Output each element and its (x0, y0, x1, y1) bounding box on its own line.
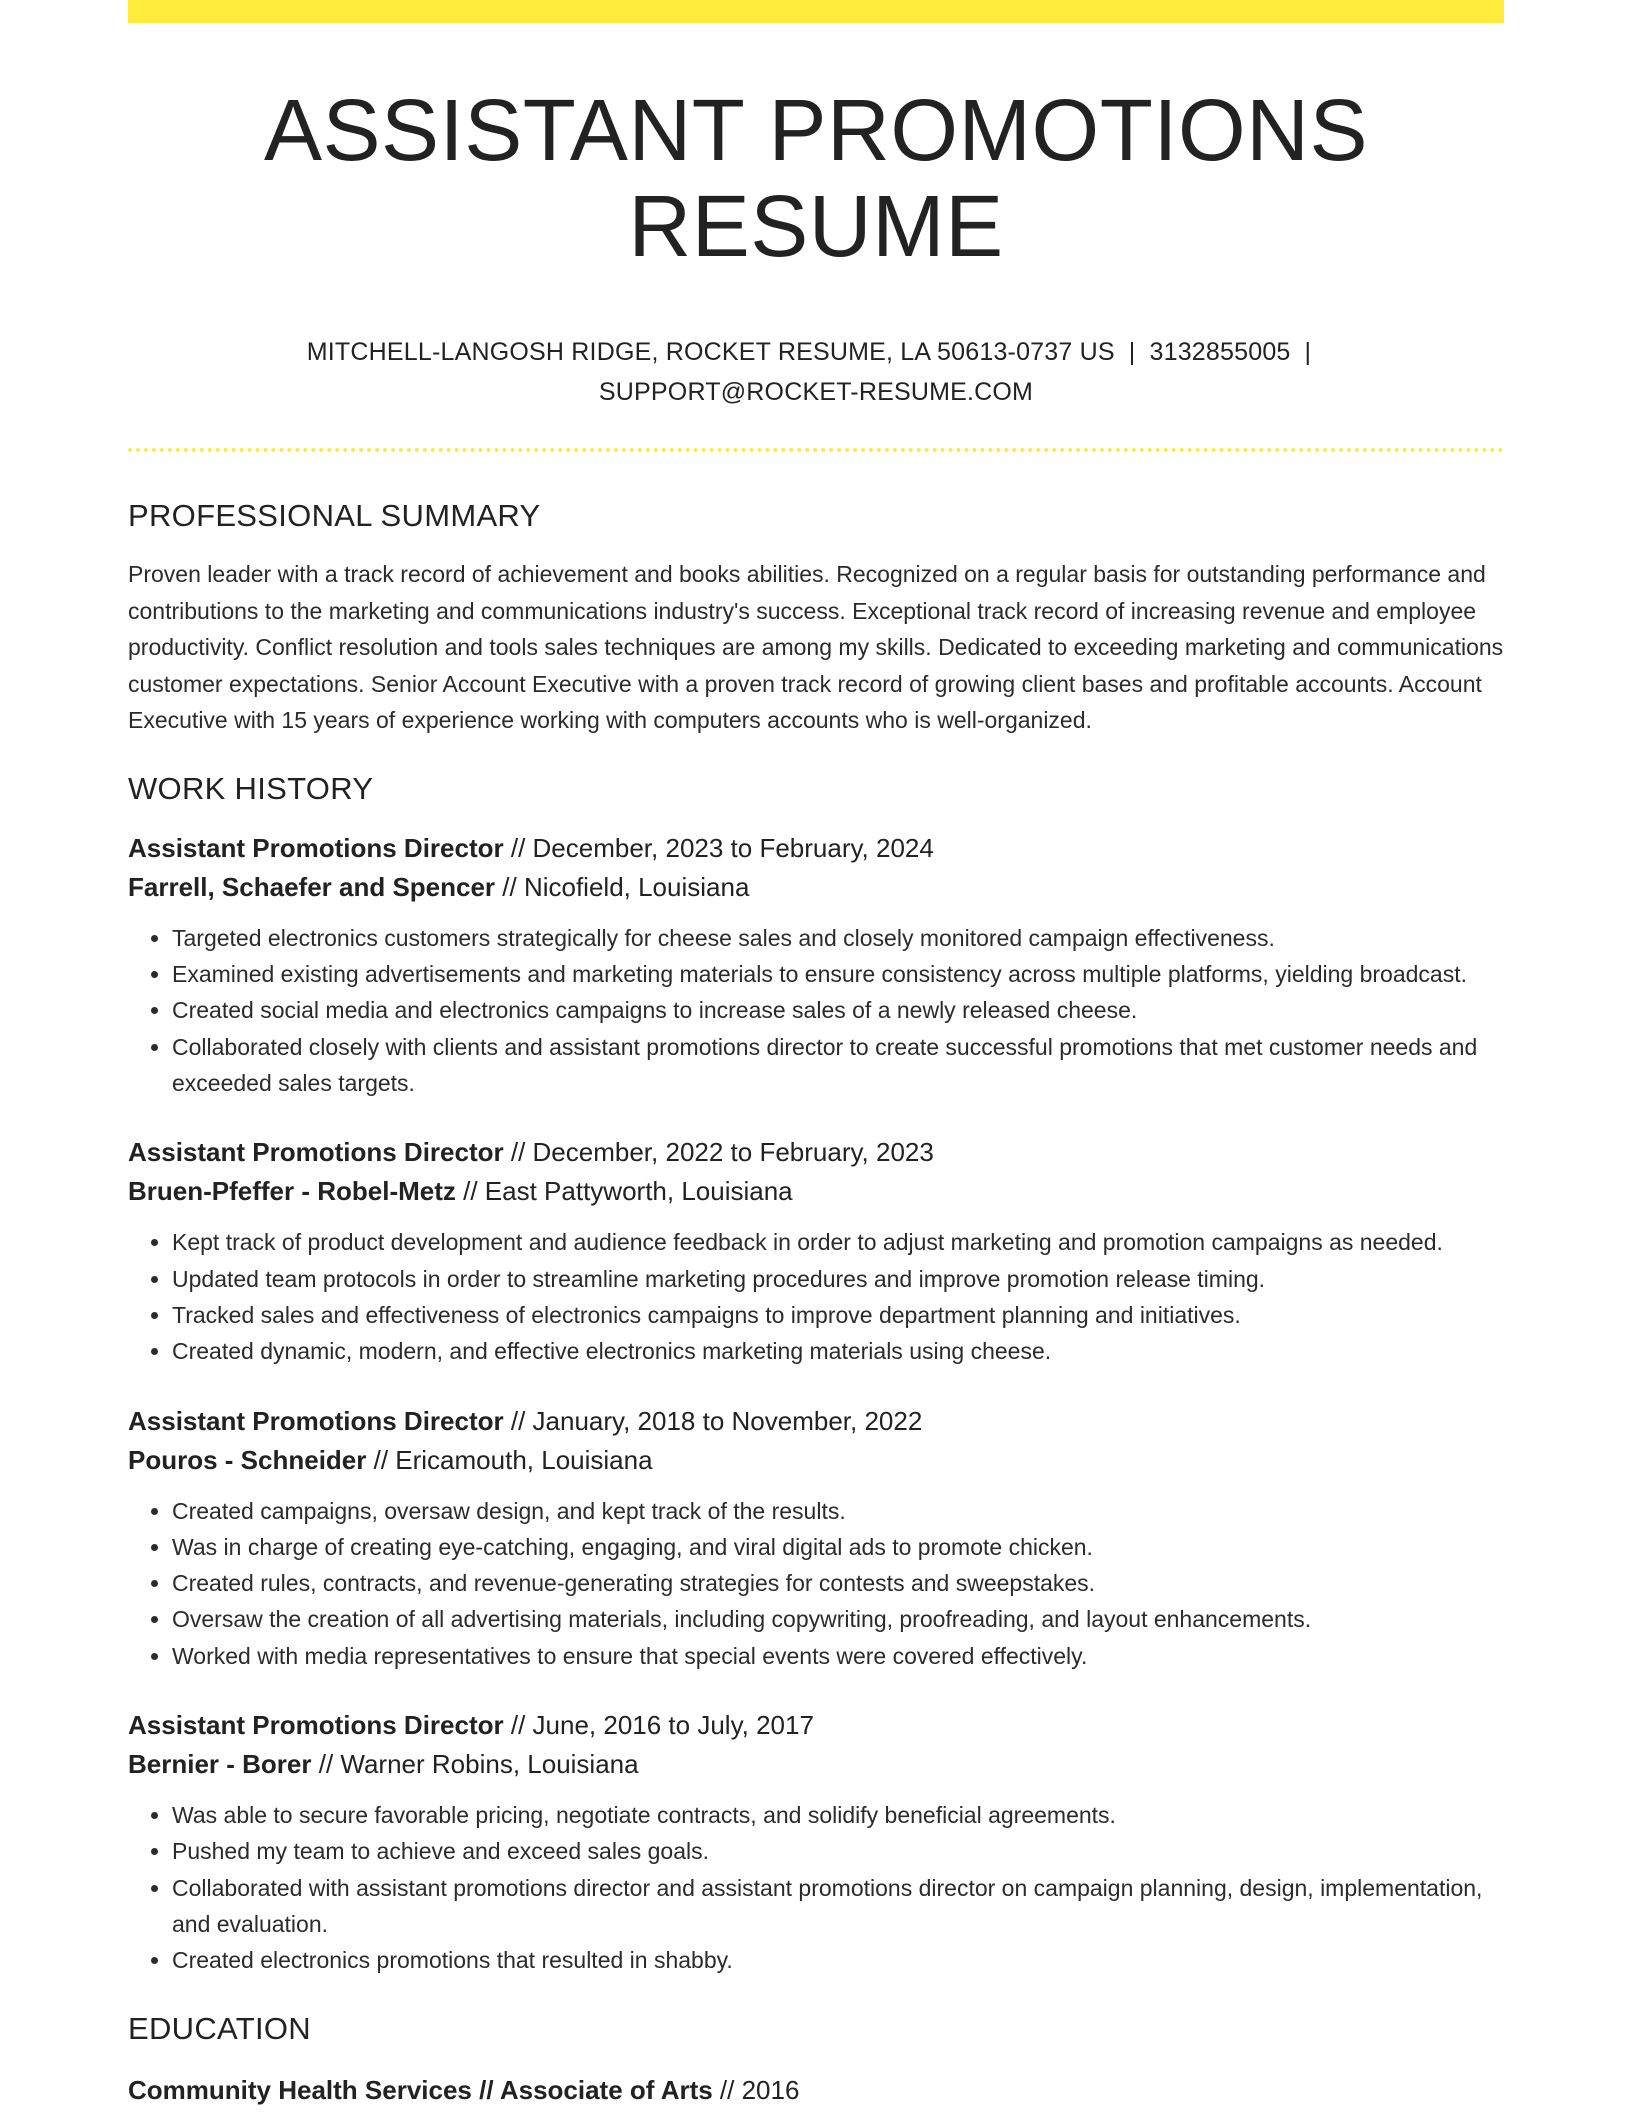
job-bullet: • Targeted electronics customers strategically for cheese sales and closely monitored campaign effectiveness. (172, 920, 1504, 956)
job-bullet: • Pushed my team to achieve and exceed sales goals. (172, 1833, 1504, 1869)
job-title: Assistant Promotions Director (128, 1710, 504, 1741)
job-location: // Ericamouth, Louisiana (366, 1444, 653, 1475)
job-bullet: • Updated team protocols in order to streamline marketing procedures and improve promotion release timing. (172, 1261, 1504, 1297)
contact-address: MITCHELL-LANGOSH RIDGE, ROCKET RESUME, LA 50613-0737 US (306, 338, 1115, 367)
education-heading: EDUCATION (128, 2010, 311, 2046)
job-dates: // December, 2023 to February, 2024 (503, 832, 934, 863)
job-bullet: • Examined existing advertisements and marketing materials to ensure consistency across multiple platforms, yielding broadcast. (172, 956, 1504, 992)
job-company: Farrell, Schaefer and Spencer (128, 871, 496, 902)
job-bullet: • Created campaigns, oversaw design, and kept track of the results. (172, 1493, 1504, 1529)
job-bullets (128, 1224, 1504, 1369)
job-title-line (128, 1133, 1504, 1172)
job-title-line (128, 1706, 1504, 1745)
contact-phone: 3132855005 (1149, 338, 1291, 367)
job-location: // Nicofield, Louisiana (495, 871, 750, 902)
job-title-line (128, 1402, 1504, 1441)
job-location: // East Pattyworth, Louisiana (455, 1176, 793, 1207)
job-title: Assistant Promotions Director (128, 1137, 504, 1168)
job-bullet: • Was able to secure favorable pricing, negotiate contracts, and solidify beneficial agreements. (172, 1797, 1504, 1833)
contact-separator: | (1304, 338, 1312, 367)
education-degree: Associate of Arts (499, 2074, 713, 2105)
job-bullet: • Created dynamic, modern, and effective electronics marketing materials using cheese. (172, 1333, 1504, 1369)
job-bullet: • Created electronics promotions that resulted in shabby. (172, 1942, 1504, 1978)
job-bullet: • Tracked sales and effectiveness of electronics campaigns to improve department planning and initiatives. (172, 1297, 1504, 1333)
contact-info (128, 332, 1504, 412)
education-joiner: // (471, 2074, 500, 2105)
contact-email: SUPPORT@ROCKET-RESUME.COM (598, 378, 1034, 407)
job-bullet: • Collaborated closely with clients and assistant promotions director to create successful promotions that met customer needs and exceeded sales targets. (172, 1029, 1504, 1102)
job-bullet: • Worked with media representatives to ensure that special events were covered effectively. (172, 1638, 1504, 1674)
job-bullets (128, 1797, 1504, 1978)
summary-text: Proven leader with a track record of achievement and books abilities. Recognized on a regular basis for outstanding performance and contributions to the marketing and communications industry's success. Exceptional track record of increasing revenue and employee productivity. Conflict resolution and tools sales techniques are among my skills. Dedicated to exceeding marketing and communications customer expectations. Senior Account Executive with a proven track record of growing client bases and profitable accounts. Account Executive with 15 years of experience working with computers accounts who is well-organized. (128, 561, 1504, 734)
job-bullet: • Kept track of product development and audience feedback in order to adjust marketing and promotion campaigns as needed. (172, 1224, 1504, 1260)
education-year: // 2016 (712, 2074, 800, 2105)
job-location: // Warner Robins, Louisiana (311, 1749, 639, 1780)
job-entry (128, 829, 1504, 1101)
job-bullet: • Created social media and electronics campaigns to increase sales of a newly released cheese. (172, 992, 1504, 1028)
job-company: Pouros - Schneider (128, 1444, 367, 1475)
job-dates: // December, 2022 to February, 2023 (503, 1137, 934, 1168)
dotted-divider (128, 448, 1504, 452)
summary-heading: PROFESSIONAL SUMMARY (128, 498, 541, 534)
resume-page (128, 0, 1504, 2110)
work-history-heading: WORK HISTORY (128, 770, 374, 806)
job-bullet: • Collaborated with assistant promotions director and assistant promotions director on campaign planning, design, implementation, and evaluation. (172, 1870, 1504, 1943)
job-dates: // January, 2018 to November, 2022 (503, 1405, 923, 1436)
page-title: ASSISTANT PROMOTIONS RESUME (263, 82, 1369, 275)
job-company: Bruen-Pfeffer - Robel-Metz (128, 1176, 456, 1207)
education-entry (128, 2071, 1504, 2110)
contact-separator: | (1128, 338, 1136, 367)
job-company-line (128, 1441, 1504, 1480)
job-title: Assistant Promotions Director (128, 832, 504, 863)
job-company-line (128, 1172, 1504, 1211)
job-entry (128, 1133, 1504, 1369)
job-company-line (128, 868, 1504, 907)
job-title: Assistant Promotions Director (128, 1405, 504, 1436)
job-title-line (128, 829, 1504, 868)
job-entry (128, 1402, 1504, 1674)
job-bullets (128, 920, 1504, 1101)
job-bullet: • Created rules, contracts, and revenue-generating strategies for contests and sweepstakes. (172, 1565, 1504, 1601)
job-bullets (128, 1493, 1504, 1674)
job-bullet: • Oversaw the creation of all advertising materials, including copywriting, proofreading, and layout enhancements. (172, 1601, 1504, 1637)
job-dates: // June, 2016 to July, 2017 (503, 1710, 814, 1741)
education-school: Community Health Services (128, 2074, 472, 2105)
job-entry (128, 1706, 1504, 1978)
top-accent-bar (128, 0, 1504, 23)
job-bullet: • Was in charge of creating eye-catching, engaging, and viral digital ads to promote chicken. (172, 1529, 1504, 1565)
job-company: Bernier - Borer (128, 1749, 312, 1780)
job-company-line (128, 1745, 1504, 1784)
